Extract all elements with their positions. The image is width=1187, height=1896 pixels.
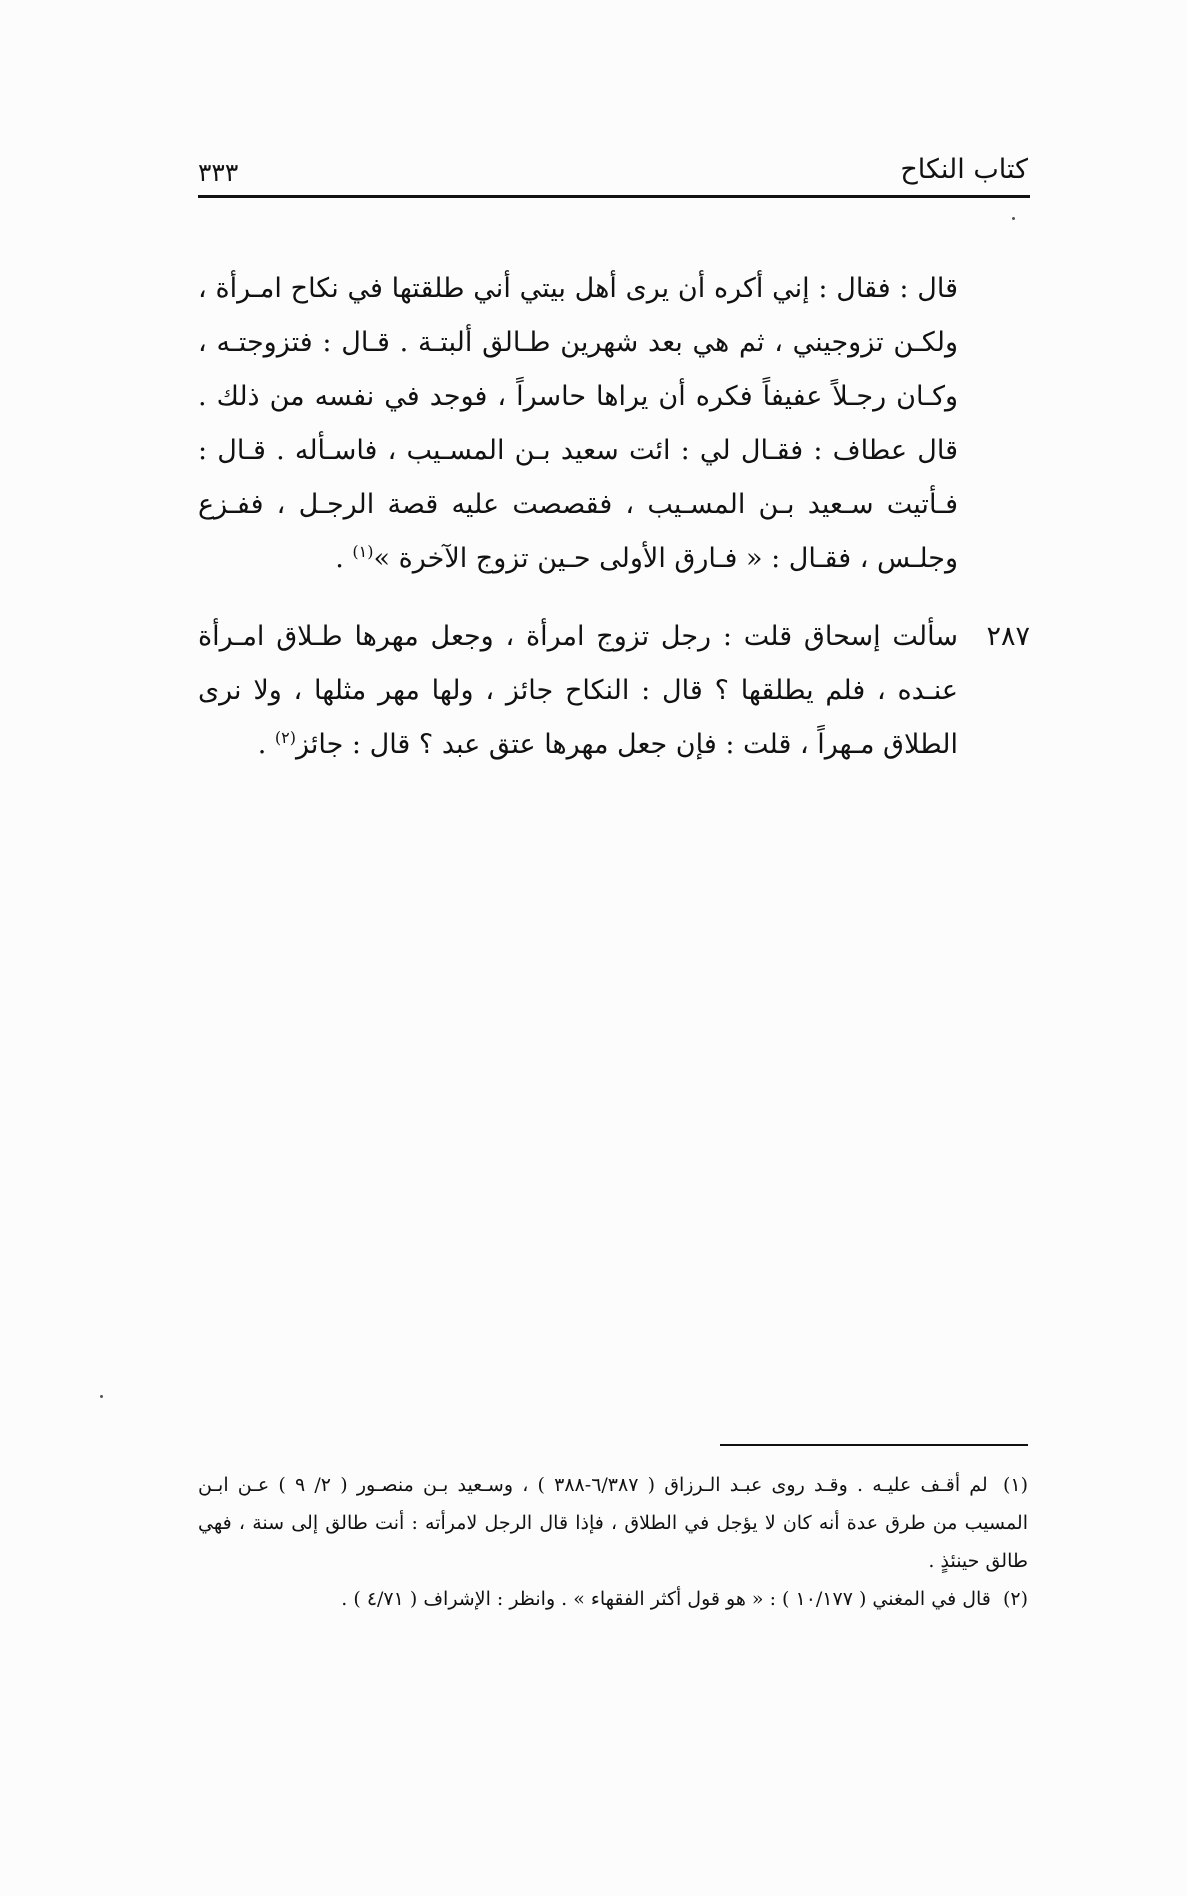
footnote-text: لم أقـف عليـه . وقـد روى عبـد الـرزاق ( ٦/٣٨٧-٣٨٨ ) ، وسـعيد بـن منصـور ( ٢/ ٩ ) عـن ابـن المسيب من طرق عدة أنه كان لا يؤجل في الطلاق ، فإذا قال الرجل لامرأته : أنت طالق إلى سنة ، فهي طالق حينئذٍ . [198, 1474, 1028, 1572]
footnote-ref-2[interactable]: (٢) [274, 728, 296, 747]
running-header [198, 150, 1028, 194]
header-rule [198, 195, 1030, 198]
paragraph-text: قال : فقال : إني أكره أن يرى أهل بيتي أني طلقتها في نكاح امـرأة ، ولكـن تزوجيني ، ثم هي بعد شهرين طـالق ألبتـة . قـال : فتزوجتـه ، وكـان رجـلاً عفيفاً فكره أن يراها حاسراً ، فوجد في نفسه من ذلك . قال عطاف : فقـال لي : ائت سعيد بـن المسـيب ، فاسـأله . قـال : فـأتيت سـعيد بـن المسـيب ، فقصصت عليه قصة الرجـل ، ففـزع وجلـس ، فقـال : « فـارق الأولى حـين تزوج الآخرة » [198, 273, 958, 574]
paragraph-end: . [335, 543, 353, 574]
scan-speck [100, 1395, 103, 1398]
entry-text [198, 610, 958, 772]
entry-end: . [257, 729, 275, 760]
footnote-mark: (١) [1002, 1474, 1028, 1496]
scan-speck [1012, 217, 1015, 220]
main-paragraph [198, 262, 958, 586]
page-number: ٣٣٣ [198, 158, 239, 187]
footnote-2 [198, 1580, 1028, 1618]
entry-body: سألت إسحاق قلت : رجل تزوج امرأة ، وجعل مهرها طـلاق امـرأة عنـده ، فلم يطلقها ؟ قال : النكاح جائز ، ولها مهر مثلها ، ولا نرى الطلاق مـهراً ، قلت : فإن جعل مهرها عتق عبد ؟ قال : جائز [198, 621, 958, 760]
footnote-text: قال في المغني ( ١٠/١٧٧ ) : « هو قول أكثر الفقهاء » . وانظر : الإشراف ( ٤/٧١ ) . [341, 1588, 991, 1610]
footnote-separator [720, 1444, 1028, 1446]
entry-number: ٢٨٧ [986, 621, 1030, 652]
footnote-1 [198, 1466, 1028, 1580]
chapter-title: كتاب النكاح [900, 154, 1028, 185]
footnotes [198, 1466, 1028, 1618]
footnote-ref-1[interactable]: (١) [352, 542, 374, 561]
footnote-mark: (٢) [1002, 1588, 1028, 1610]
